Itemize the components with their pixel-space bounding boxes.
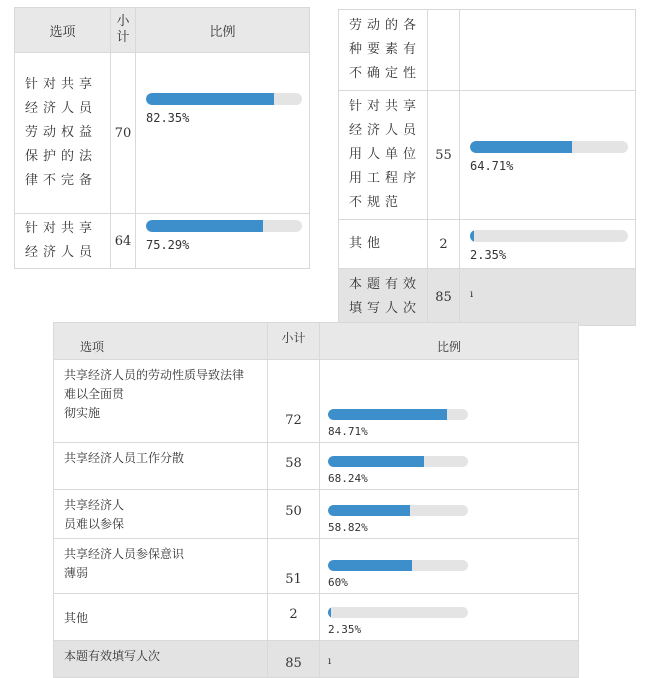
header-option: 选项 (15, 8, 111, 53)
ratio-cell (320, 490, 579, 539)
progress-bar (470, 230, 628, 242)
option-label: 共享经济人员的劳动性质导致法律 难以全面贯 彻实施 (54, 360, 268, 443)
option-count: 58 (268, 443, 320, 490)
progress-bar (328, 560, 468, 571)
survey-table-top-right (338, 9, 636, 326)
progress-fill (328, 456, 424, 467)
option-count: 72 (268, 360, 320, 443)
ratio-cell (320, 594, 579, 641)
ratio-cell (320, 360, 579, 443)
ratio-cell (320, 443, 579, 490)
percent-label: 82.35% (146, 111, 190, 125)
option-label: 共享经济人 员难以参保 (54, 490, 268, 539)
option-label: 共享经济人员工作分散 (54, 443, 268, 490)
table-row (339, 10, 636, 91)
table-row (54, 443, 579, 490)
ratio-cell (136, 214, 310, 269)
ratio-cell (460, 220, 636, 269)
progress-bar (328, 409, 468, 420)
percent-label: 2.35% (470, 248, 507, 262)
survey-table-top-left (14, 7, 310, 269)
option-count: 64 (111, 214, 136, 269)
progress-fill (470, 230, 474, 242)
header-row (15, 8, 310, 53)
header-count-text: 小计 (281, 331, 306, 345)
option-label: 劳动的各 种要素有 不确定性 (339, 10, 428, 91)
option-label: 针对共享 经济人员 劳动权益 保护的法 律不完备 (15, 53, 111, 214)
header-ratio: 比例 (136, 8, 310, 53)
table-row (339, 91, 636, 220)
option-count: 55 (428, 91, 460, 220)
option-count: 2 (268, 594, 320, 641)
header-option (54, 323, 268, 360)
header-ratio-text: 比例 (436, 340, 461, 354)
header-option-text: 选项 (80, 340, 105, 354)
total-label: 本题有效 填写人次 (339, 269, 428, 326)
option-label: 针对共享 经济人员 (15, 214, 111, 269)
option-count: 50 (268, 490, 320, 539)
progress-bar (328, 505, 468, 516)
total-note: ı (320, 641, 579, 678)
table-row (54, 490, 579, 539)
option-label: 共享经济人员参保意识 薄弱 (54, 539, 268, 594)
percent-label: 64.71% (470, 159, 514, 173)
survey-table-bottom (53, 322, 579, 678)
table-row (339, 220, 636, 269)
table-row (54, 594, 579, 641)
progress-fill (328, 409, 447, 420)
option-count: 51 (268, 539, 320, 594)
ratio-cell (320, 539, 579, 594)
total-count: 85 (268, 641, 320, 678)
progress-fill (328, 607, 331, 618)
total-label: 本题有效填写人次 (54, 641, 268, 678)
percent-label: 2.35% (328, 623, 362, 636)
progress-bar (328, 607, 468, 618)
table-row (54, 539, 579, 594)
header-ratio (320, 323, 579, 360)
progress-fill (328, 560, 412, 571)
progress-bar (146, 220, 302, 232)
option-count: 2 (428, 220, 460, 269)
ratio-cell (460, 91, 636, 220)
header-count: 小计 (111, 8, 136, 53)
progress-fill (146, 93, 274, 105)
progress-fill (146, 220, 263, 232)
ratio-cell (136, 53, 310, 214)
progress-bar (470, 141, 628, 153)
total-row (339, 269, 636, 326)
percent-label: 58.82% (328, 521, 368, 534)
option-label: 针对共享 经济人员 用人单位 用工程序 不规范 (339, 91, 428, 220)
total-count: 85 (428, 269, 460, 326)
table-row (15, 214, 310, 269)
option-label: 其他 (339, 220, 428, 269)
header-count (268, 323, 320, 360)
option-count (428, 10, 460, 91)
percent-label: 84.71% (328, 425, 368, 438)
total-note: ı (460, 269, 636, 326)
option-label: 其他 (54, 594, 268, 641)
option-count: 70 (111, 53, 136, 214)
header-row (54, 323, 579, 360)
percent-label: 75.29% (146, 238, 190, 252)
percent-label: 68.24% (328, 472, 368, 485)
progress-bar (328, 456, 468, 467)
table-row (54, 360, 579, 443)
percent-label: 60% (328, 576, 348, 589)
table-row (15, 53, 310, 214)
progress-bar (146, 93, 302, 105)
progress-fill (328, 505, 410, 516)
progress-fill (470, 141, 572, 153)
ratio-cell (460, 10, 636, 91)
